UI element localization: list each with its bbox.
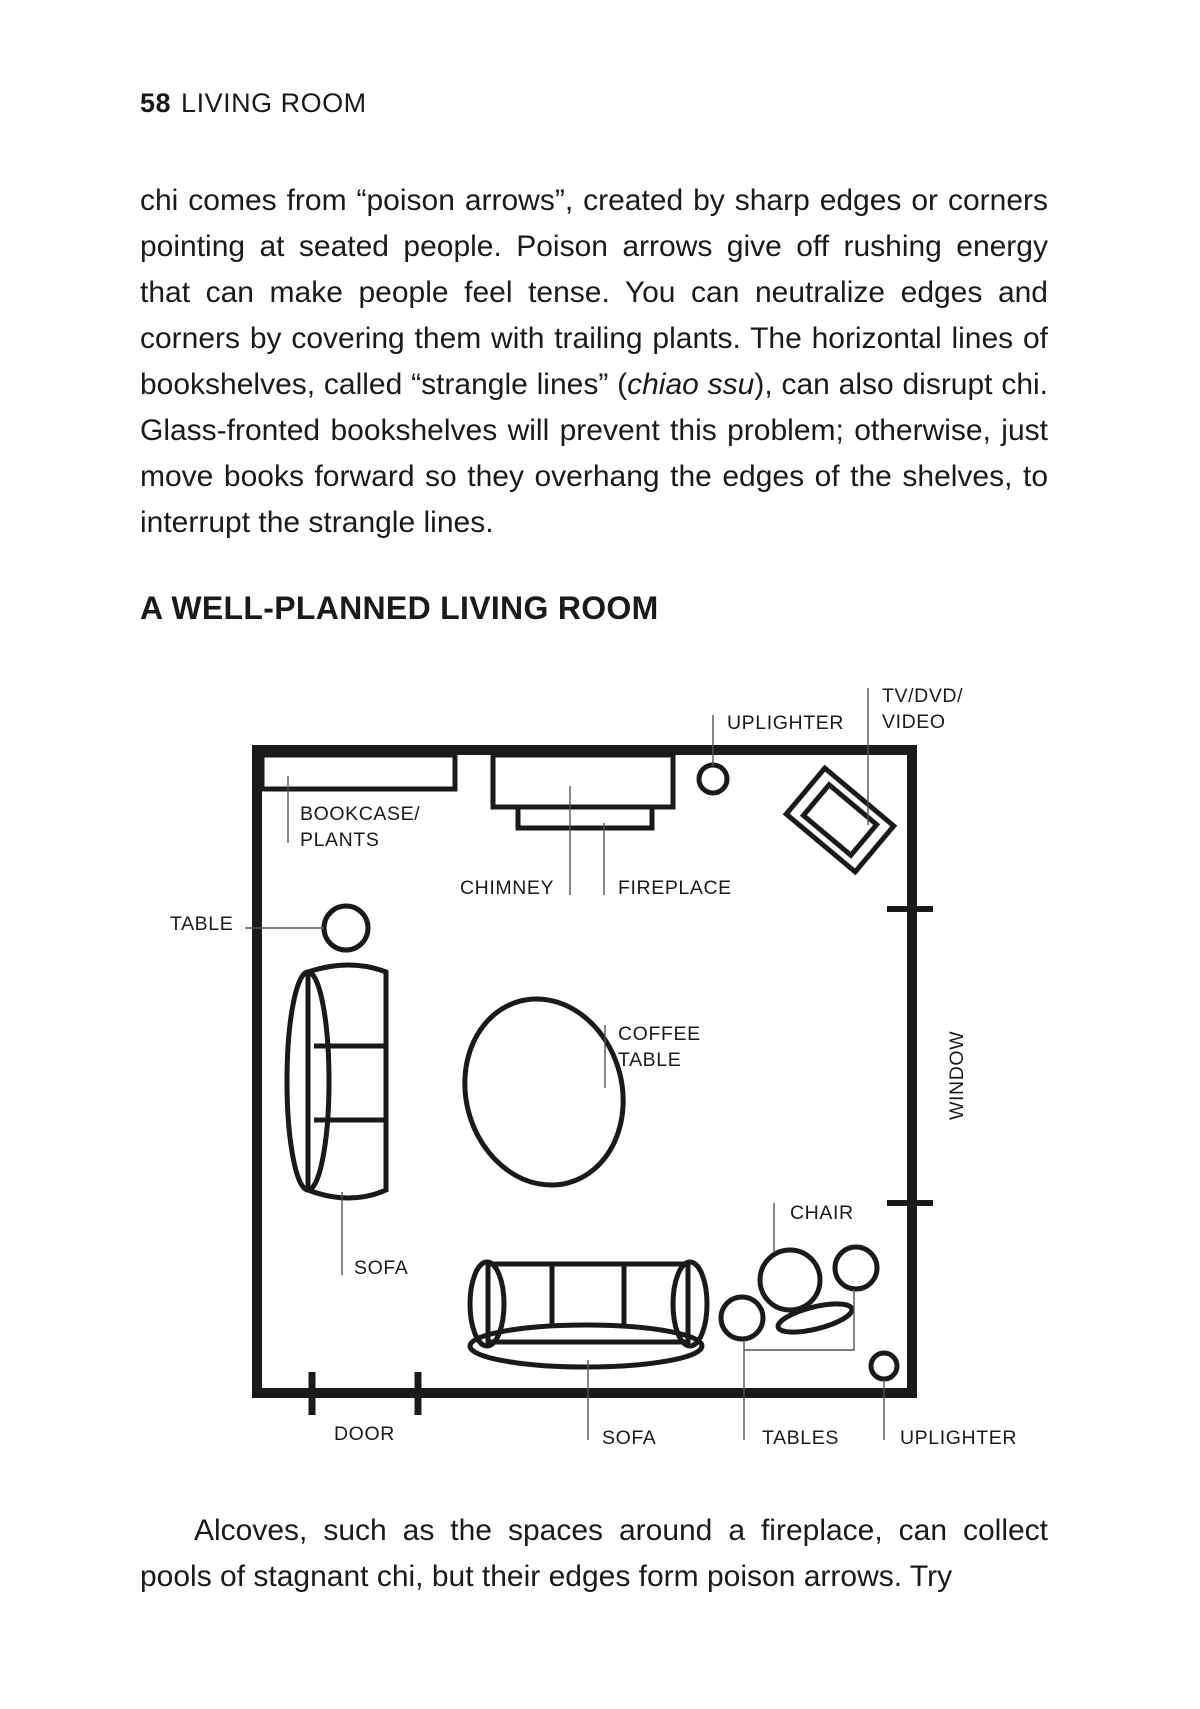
fireplace-hearth	[518, 807, 652, 828]
tv-unit	[786, 768, 894, 872]
armchair	[760, 1250, 820, 1310]
label-tv-line2: VIDEO	[882, 711, 946, 733]
label-coffee-line1: COFFEE	[618, 1023, 701, 1045]
label-sofa-bottom: SOFA	[602, 1427, 657, 1449]
body-paragraph-2: Alcoves, such as the spaces around a fireplace, can collect pools of stagnant chi, but their edges form poison arrows. Try	[140, 1514, 1048, 1593]
label-uplighter-bottom: UPLIGHTER	[900, 1427, 1018, 1449]
bottom-sofa	[470, 1262, 707, 1367]
paragraph1-italic-term: chiao ssu	[627, 368, 755, 401]
uplighter-bottom	[871, 1353, 897, 1379]
label-table: TABLE	[170, 913, 234, 935]
label-coffee-line2: TABLE	[618, 1049, 682, 1071]
label-tables: TABLES	[762, 1427, 839, 1449]
bookcase	[262, 755, 455, 789]
chimney-breast	[493, 755, 673, 807]
label-fireplace: FIREPLACE	[618, 877, 732, 899]
section-heading: A WELL-PLANNED LIVING ROOM	[140, 590, 659, 626]
label-bookcase-line1: BOOKCASE/	[300, 803, 421, 825]
label-bookcase-line2: PLANTS	[300, 829, 380, 851]
section-title: LIVING ROOM	[181, 88, 367, 118]
left-sofa	[287, 965, 386, 1198]
paragraph1-text-b: ), can also disrupt chi. Glass-fronted bookshelves will prevent this problem; otherwise, just move books forward so they overhang the edges of the shelves, to interrupt the strangle lines.	[140, 368, 1048, 539]
label-window: WINDOW	[946, 1030, 968, 1120]
coffee-table	[444, 981, 643, 1203]
label-chimney: CHIMNEY	[460, 877, 555, 899]
uplighter-top	[699, 765, 727, 793]
page-number: 58	[140, 88, 172, 118]
side-table	[324, 906, 368, 950]
small-table-right	[835, 1247, 877, 1289]
label-door: DOOR	[334, 1423, 395, 1445]
label-sofa-left: SOFA	[354, 1257, 409, 1279]
chair-footstool	[775, 1298, 854, 1338]
label-chair: CHAIR	[790, 1202, 854, 1224]
label-tv-line1: TV/DVD/	[882, 685, 964, 707]
small-table-left	[721, 1297, 763, 1339]
label-uplighter-top: UPLIGHTER	[727, 712, 845, 734]
paragraph1-text-a: chi comes from “poison arrows”, created by sharp edges or corners pointing at seated people. Poison arrows give off rushing energy that can make people feel tense. You can neutralize edges and corners by covering them with trailing plants. The horizontal lines of bookshelves, called “strangle lines” (	[140, 184, 1048, 401]
diagram-labels	[170, 685, 1017, 1449]
